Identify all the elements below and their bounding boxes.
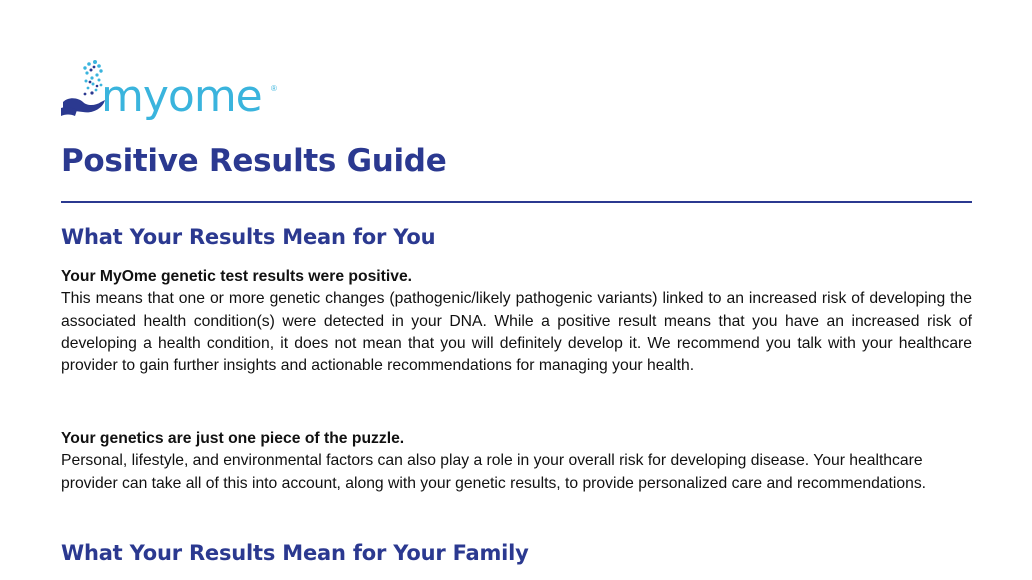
block-title: Your MyOme genetic test results were positive. (61, 268, 413, 285)
block-title: Your genetics are just one piece of the puzzle. (61, 430, 405, 447)
document-page (61, 0, 972, 580)
page-title: Positive Results Guide (61, 143, 447, 179)
genetics-puzzle-block (61, 428, 972, 495)
block-text: Personal, lifestyle, and environmental factors can also play a role in your overall risk for developing disease. Your healthcare provider can take all of this into account, along with your genetic results, to provide personalized care and recommendations. (61, 452, 927, 492)
section-heading-results-for-you: What Your Results Mean for You (61, 225, 436, 249)
section-heading-results-for-family: What Your Results Mean for Your Family (61, 541, 529, 565)
results-positive-block (61, 266, 972, 377)
title-divider (61, 201, 972, 203)
brand-name: myome (101, 71, 262, 122)
myome-logo (61, 58, 301, 128)
block-text: This means that one or more genetic changes (pathogenic/likely pathogenic variants) linked to an increased risk of developing the associated health condition(s) were detected in your DNA. While a positive result means that you have an increased risk of developing a health condition, it does not mean that you will definitely develop it. We recommend you talk with your healthcare provider to gain further insights and actionable recommendations for managing your health. (61, 290, 972, 375)
registered-mark: ® (271, 84, 277, 93)
